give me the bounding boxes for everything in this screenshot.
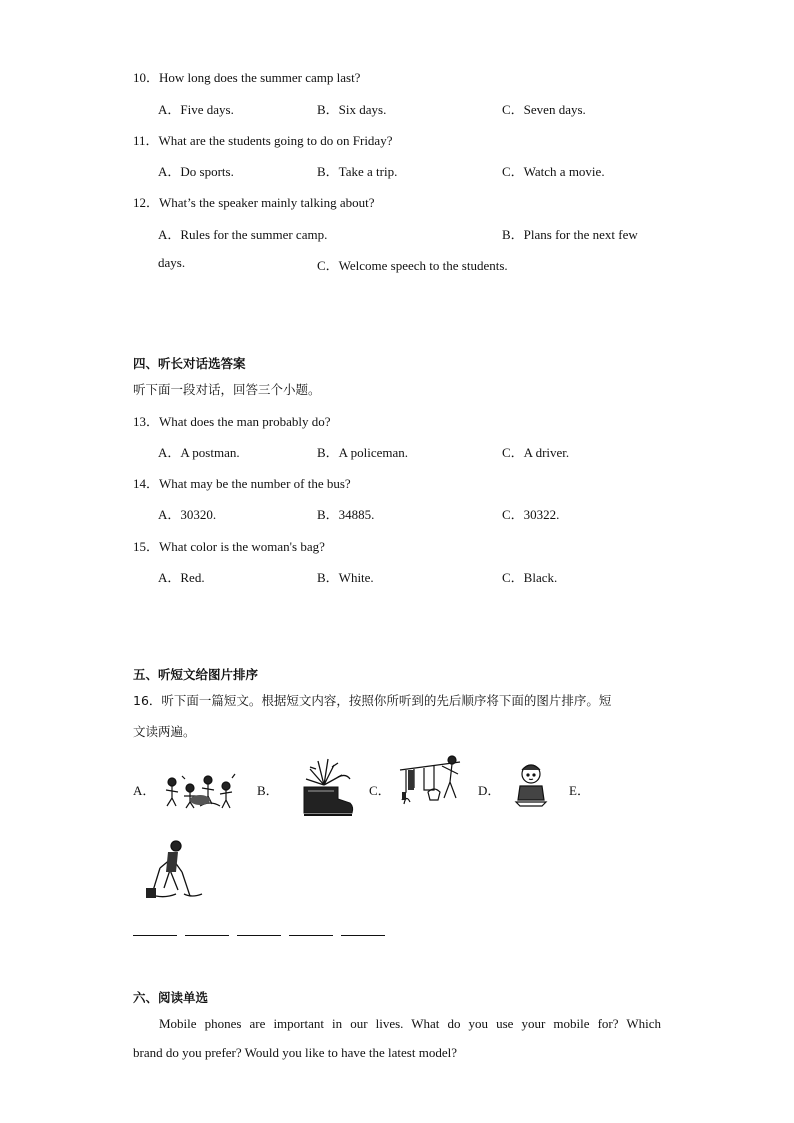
q14-option-a[interactable]: A．30320.	[158, 507, 217, 522]
section-6-heading: 六、阅读单选	[133, 990, 209, 1005]
answer-blank-1[interactable]	[133, 925, 177, 936]
reading-paragraph-line2: brand do you prefer? Would you like to have the latest model?	[133, 1045, 457, 1060]
q12-option-c[interactable]: C．Welcome speech to the students.	[317, 258, 508, 273]
section-4-heading: 四、听长对话选答案	[133, 356, 246, 371]
answer-blank-2[interactable]	[185, 925, 229, 936]
q10-option-b[interactable]: B．Six days.	[317, 102, 387, 117]
section-5-heading: 五、听短文给图片排序	[133, 667, 259, 682]
q13-option-c[interactable]: C．A driver.	[502, 445, 570, 460]
question-12-stem: 12．What’s the speaker mainly talking about?	[133, 195, 375, 210]
q10-option-c[interactable]: C．Seven days.	[502, 102, 586, 117]
question-11-stem: 11．What are the students going to do on Friday?	[133, 133, 393, 148]
q11-option-b[interactable]: B．Take a trip.	[317, 164, 398, 179]
picture-label-b: B．	[257, 783, 279, 798]
q10-option-a[interactable]: A．Five days.	[158, 102, 234, 117]
picture-b-boot-plant-image	[298, 757, 356, 819]
q11-option-a[interactable]: A．Do sports.	[158, 164, 234, 179]
q15-option-a[interactable]: A．Red.	[158, 570, 205, 585]
q14-option-c[interactable]: C．30322.	[502, 507, 560, 522]
question-15-stem: 15．What color is the woman's bag?	[133, 539, 325, 554]
picture-label-a: A．	[133, 783, 156, 798]
section-4-instruction: 听下面一段对话，回答三个小题。	[133, 382, 321, 397]
question-16-line2: 文读两遍。	[133, 724, 196, 739]
question-14-stem: 14．What may be the number of the bus?	[133, 476, 351, 491]
q11-option-c[interactable]: C．Watch a movie.	[502, 164, 605, 179]
q12-option-b[interactable]: B．Plans for the next few	[502, 227, 638, 242]
q13-option-a[interactable]: A．A postman.	[158, 445, 240, 460]
picture-label-d: D．	[478, 783, 501, 798]
reading-paragraph-line1: Mobile phones are important in our lives. What do you use your mobile for? Which	[159, 1016, 661, 1031]
q14-option-b[interactable]: B．34885.	[317, 507, 375, 522]
answer-blank-3[interactable]	[237, 925, 281, 936]
answer-blank-4[interactable]	[289, 925, 333, 936]
question-10-stem: 10．How long does the summer camp last?	[133, 70, 361, 85]
picture-label-c: C．	[369, 783, 391, 798]
answer-blank-5[interactable]	[341, 925, 385, 936]
q15-option-c[interactable]: C．Black.	[502, 570, 558, 585]
q12-option-a[interactable]: A．Rules for the summer camp.	[158, 227, 328, 242]
q15-option-b[interactable]: B．White.	[317, 570, 374, 585]
question-16-line1: 16．听下面一篇短文。根据短文内容，按照你所听到的先后顺序将下面的图片排序。短	[133, 693, 612, 708]
picture-label-e: E．	[569, 783, 590, 798]
picture-e-person-sweeping-image	[140, 838, 206, 904]
question-13-stem: 13．What does the man probably do?	[133, 414, 331, 429]
answer-blanks	[133, 924, 393, 940]
q13-option-b[interactable]: B．A policeman.	[317, 445, 408, 460]
picture-c-hanging-laundry-image	[398, 752, 464, 816]
picture-d-child-reading-image	[512, 760, 550, 810]
q12-option-b-continued: days.	[158, 255, 186, 270]
picture-a-children-playing-image	[160, 768, 244, 812]
